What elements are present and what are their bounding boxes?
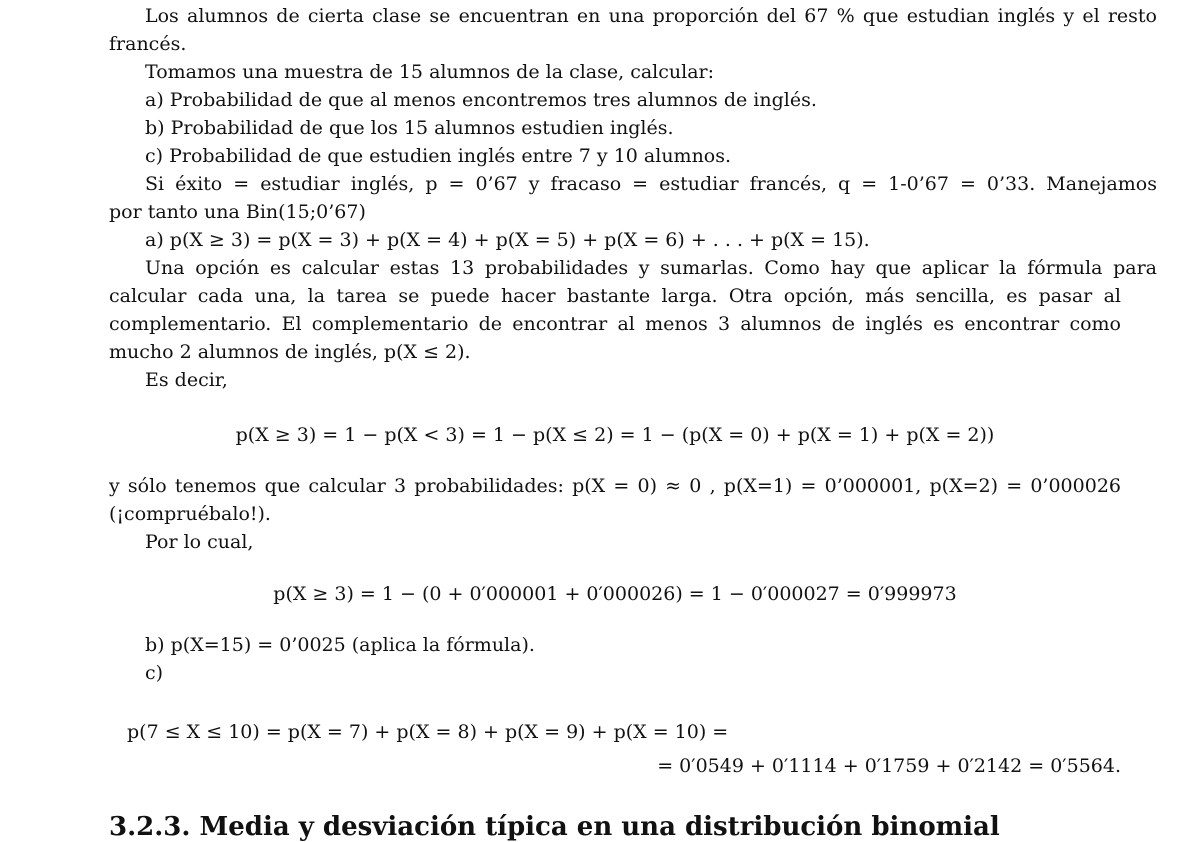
- display-equation: p(X ≥ 3) = 1 − p(X < 3) = 1 − p(X ≤ 2) = 1 − (p(X = 0) + p(X = 1) + p(X = 2)): [235, 424, 995, 446]
- text-line: Los alumnos de cierta clase se encuentran en una proporción del 67 % que estudian inglés y el resto: [145, 5, 1157, 27]
- text-line: y sólo tenemos que calcular 3 probabilidades: p(X = 0) ≈ 0 , p(X=1) = 0’000001, p(X=2) = 0’000026: [109, 475, 1121, 497]
- text-line: (¡compruébalo!).: [109, 503, 271, 525]
- text-line: a) Probabilidad de que al menos encontremos tres alumnos de inglés.: [145, 89, 817, 111]
- text-line: francés.: [109, 33, 187, 55]
- display-equation: p(X ≥ 3) = 1 − (0 + 0′000001 + 0′000026) = 1 − 0′000027 = 0′999973: [273, 583, 957, 605]
- text-line: por tanto una Bin(15;0’67): [109, 201, 366, 223]
- text-line: b) Probabilidad de que los 15 alumnos estudien inglés.: [145, 117, 674, 139]
- text-line: b) p(X=15) = 0’0025 (aplica la fórmula).: [145, 634, 535, 656]
- text-line: Tomamos una muestra de 15 alumnos de la clase, calcular:: [145, 61, 715, 83]
- text-line: Si éxito = estudiar inglés, p = 0’67 y fracaso = estudiar francés, q = 1-0’67 = 0’33. Manejamos: [145, 173, 1157, 195]
- display-equation: = 0′0549 + 0′1114 + 0′1759 + 0′2142 = 0′5564.: [657, 755, 1121, 777]
- text-line: Una opción es calcular estas 13 probabilidades y sumarlas. Como hay que aplicar la fórmula para: [145, 257, 1157, 279]
- text-line: Es decir,: [145, 369, 228, 391]
- text-line: mucho 2 alumnos de inglés, p(X ≤ 2).: [109, 341, 471, 363]
- text-line: c) Probabilidad de que estudien inglés entre 7 y 10 alumnos.: [145, 145, 732, 167]
- document-page: [109, 0, 1157, 842]
- text-line: calcular cada una, la tarea se puede hacer bastante larga. Otra opción, más sencilla, es pasar al: [109, 285, 1121, 307]
- text-line: Por lo cual,: [145, 531, 254, 553]
- display-equation: p(7 ≤ X ≤ 10) = p(X = 7) + p(X = 8) + p(X = 9) + p(X = 10) =: [127, 721, 729, 743]
- text-line: a) p(X ≥ 3) = p(X = 3) + p(X = 4) + p(X = 5) + p(X = 6) + . . . + p(X = 15).: [145, 229, 870, 251]
- text-line: c): [145, 662, 164, 684]
- text-line: complementario. El complementario de encontrar al menos 3 alumnos de inglés es encontrar como: [109, 313, 1121, 335]
- section-heading: 3.2.3. Media y desviación típica en una distribución binomial: [109, 812, 1000, 842]
